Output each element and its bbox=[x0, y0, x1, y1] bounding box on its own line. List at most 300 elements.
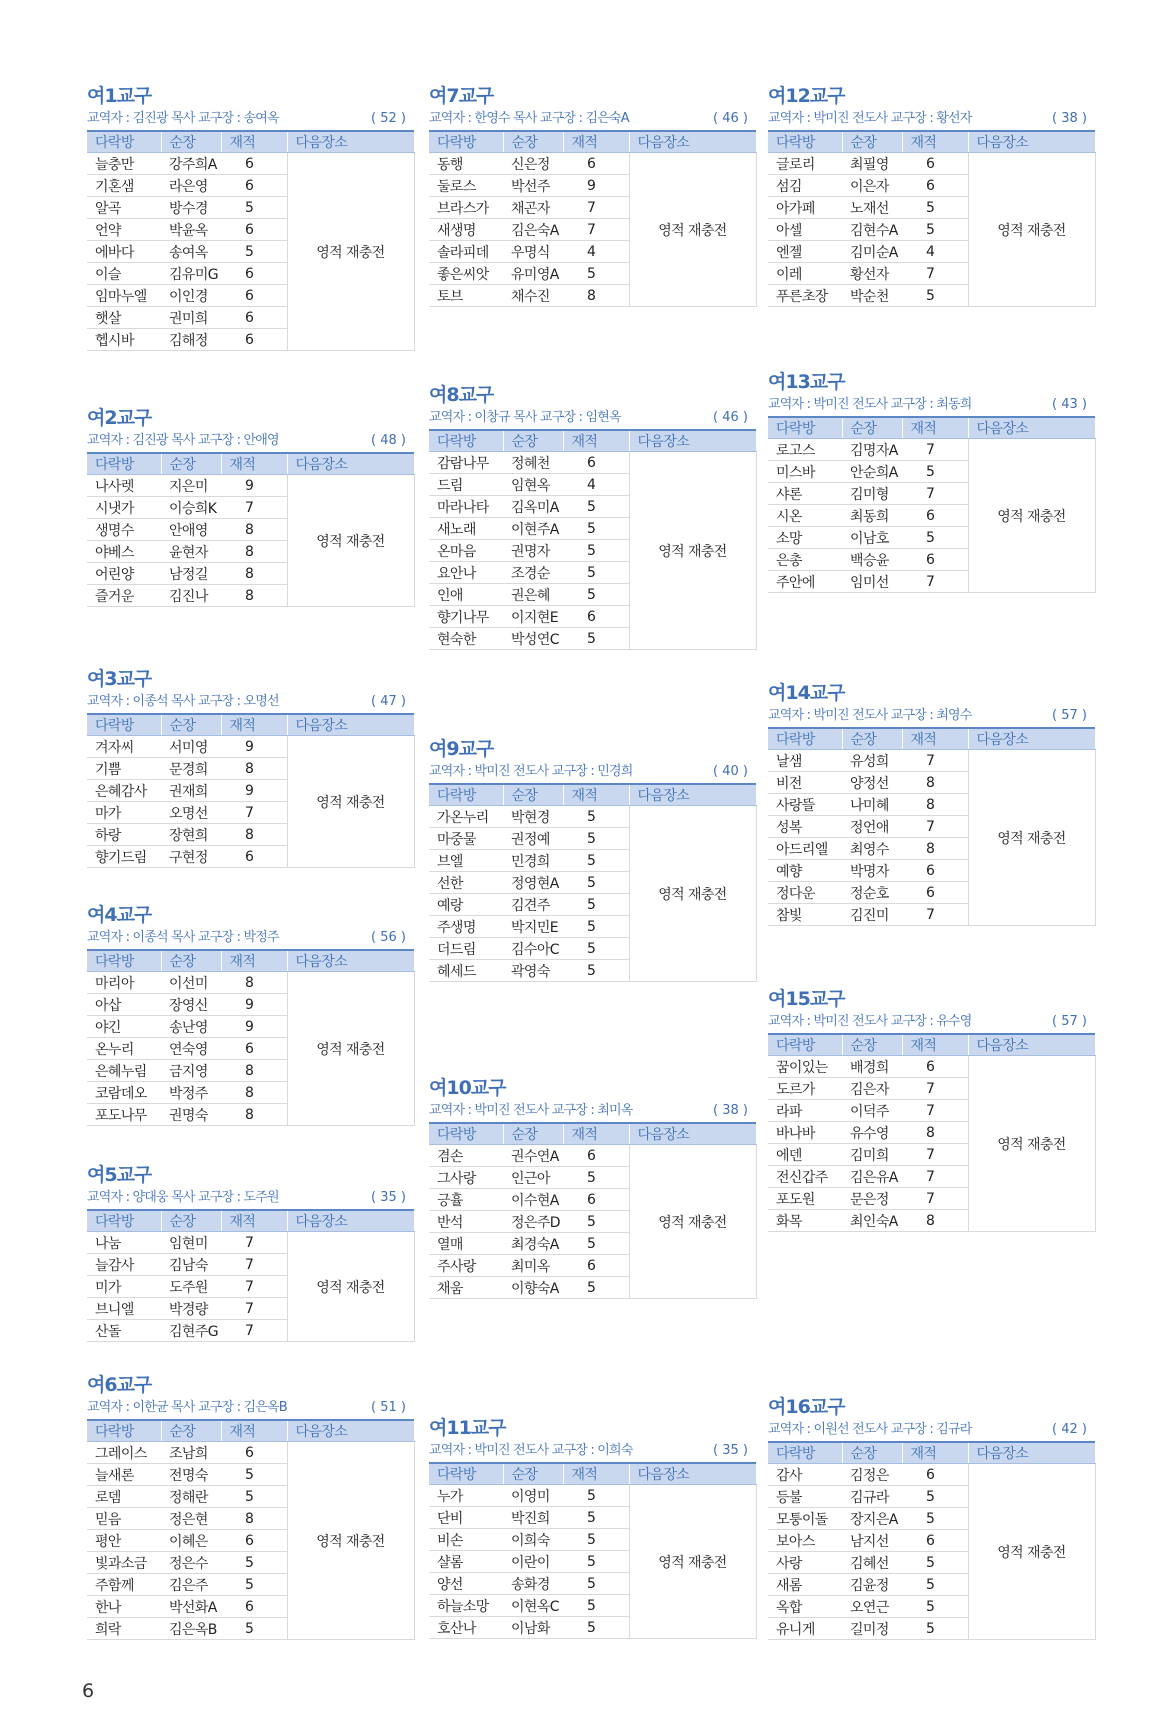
header-cell: 재적 bbox=[902, 131, 968, 153]
cell-count: 5 bbox=[221, 1574, 287, 1596]
cell-room: 솔라피데 bbox=[429, 241, 503, 263]
header-cell: 다락방 bbox=[429, 1463, 503, 1485]
cell-room: 샤론 bbox=[768, 483, 842, 505]
group-title: 여2교구 bbox=[87, 407, 152, 429]
cell-room: 늘감사 bbox=[87, 1254, 161, 1276]
cell-room: 겸손 bbox=[429, 1145, 503, 1167]
cell-leader: 권정예 bbox=[503, 828, 563, 850]
cell-leader: 이현주A bbox=[503, 518, 563, 540]
cell-room: 마리아 bbox=[87, 972, 161, 994]
header-cell: 다락방 bbox=[87, 1210, 161, 1232]
table-header-row bbox=[429, 1463, 756, 1485]
cell-room: 도르가 bbox=[768, 1078, 842, 1100]
cell-count: 7 bbox=[563, 197, 629, 219]
header-cell: 재적 bbox=[902, 728, 968, 750]
cell-leader: 송화경 bbox=[503, 1573, 563, 1595]
cell-count: 6 bbox=[221, 307, 287, 329]
cell-room: 선한 bbox=[429, 872, 503, 894]
cell-count: 8 bbox=[221, 1082, 287, 1104]
cell-count: 5 bbox=[902, 219, 968, 241]
cell-count: 5 bbox=[563, 584, 629, 606]
cell-room: 야베스 bbox=[87, 541, 161, 563]
cell-count: 6 bbox=[221, 1038, 287, 1060]
cell-leader: 이란이 bbox=[503, 1551, 563, 1573]
group-count: ( 43 ) bbox=[1052, 397, 1087, 412]
cell-next-place: 영적 재충전 bbox=[629, 153, 756, 307]
table-header-row bbox=[768, 728, 1095, 750]
group-table bbox=[87, 1419, 415, 1640]
cell-count: 9 bbox=[221, 475, 287, 497]
group-block bbox=[429, 84, 756, 307]
cell-leader: 최필영 bbox=[842, 153, 902, 175]
cell-room: 늘새론 bbox=[87, 1464, 161, 1486]
cell-room: 더드림 bbox=[429, 938, 503, 960]
cell-leader: 정언애 bbox=[842, 816, 902, 838]
table-row bbox=[768, 1464, 1095, 1486]
cell-next-place: 영적 재충전 bbox=[968, 153, 1095, 307]
table-header-row bbox=[87, 1210, 414, 1232]
cell-count: 5 bbox=[563, 1277, 629, 1299]
cell-leader: 김진나 bbox=[161, 585, 221, 607]
header-cell: 다음장소 bbox=[287, 1420, 414, 1442]
header-cell: 재적 bbox=[221, 1420, 287, 1442]
cell-count: 8 bbox=[221, 972, 287, 994]
table-row bbox=[87, 972, 414, 994]
cell-room: 헤세드 bbox=[429, 960, 503, 982]
cell-leader: 신은정 bbox=[503, 153, 563, 175]
cell-count: 5 bbox=[902, 1618, 968, 1640]
cell-leader: 이남화 bbox=[503, 1617, 563, 1639]
cell-count: 9 bbox=[221, 780, 287, 802]
cell-leader: 서미영 bbox=[161, 736, 221, 758]
cell-room: 언약 bbox=[87, 219, 161, 241]
group-subtitle bbox=[87, 927, 414, 949]
cell-count: 7 bbox=[221, 497, 287, 519]
cell-leader: 임현미 bbox=[161, 1232, 221, 1254]
cell-count: 9 bbox=[221, 994, 287, 1016]
cell-room: 브라스가 bbox=[429, 197, 503, 219]
header-cell: 다음장소 bbox=[629, 131, 756, 153]
cell-leader: 임미선 bbox=[842, 571, 902, 593]
cell-room: 햇살 bbox=[87, 307, 161, 329]
cell-count: 5 bbox=[563, 806, 629, 828]
group-table bbox=[87, 1209, 415, 1342]
group-subtitle bbox=[87, 108, 414, 130]
group-count: ( 38 ) bbox=[1052, 111, 1087, 126]
cell-leader: 김남숙 bbox=[161, 1254, 221, 1276]
header-cell: 순장 bbox=[842, 1034, 902, 1056]
cell-room: 요안나 bbox=[429, 562, 503, 584]
cell-count: 5 bbox=[563, 1573, 629, 1595]
header-cell: 다락방 bbox=[768, 417, 842, 439]
cell-count: 7 bbox=[902, 483, 968, 505]
group-count: ( 40 ) bbox=[713, 764, 748, 779]
cell-room: 하늘소망 bbox=[429, 1595, 503, 1617]
cell-count: 7 bbox=[902, 1166, 968, 1188]
cell-leader: 김은숙A bbox=[503, 219, 563, 241]
cell-next-place: 영적 재충전 bbox=[287, 153, 414, 351]
cell-leader: 김수아C bbox=[503, 938, 563, 960]
cell-count: 5 bbox=[563, 1551, 629, 1573]
group-table bbox=[768, 1441, 1096, 1640]
group-staff: 교역자 : 이한균 목사 교구장 : 김은옥B bbox=[87, 1400, 287, 1415]
group-staff: 교역자 : 박미진 전도사 교구장 : 이희숙 bbox=[429, 1443, 633, 1458]
cell-room: 미가 bbox=[87, 1276, 161, 1298]
cell-next-place: 영적 재충전 bbox=[629, 1145, 756, 1299]
header-cell: 다음장소 bbox=[968, 131, 1095, 153]
cell-leader: 김은주 bbox=[161, 1574, 221, 1596]
cell-room: 아드리엘 bbox=[768, 838, 842, 860]
cell-leader: 박현경 bbox=[503, 806, 563, 828]
group-table bbox=[429, 429, 757, 650]
cell-count: 5 bbox=[902, 1574, 968, 1596]
cell-count: 7 bbox=[221, 1254, 287, 1276]
group-table bbox=[429, 1462, 757, 1639]
cell-count: 7 bbox=[221, 1298, 287, 1320]
cell-count: 5 bbox=[563, 894, 629, 916]
header-cell: 재적 bbox=[221, 131, 287, 153]
group-staff: 교역자 : 이원선 전도사 교구장 : 김규라 bbox=[768, 1422, 972, 1437]
cell-count: 5 bbox=[563, 263, 629, 285]
cell-next-place: 영적 재충전 bbox=[287, 736, 414, 868]
table-header-row bbox=[429, 430, 756, 452]
group-block bbox=[87, 1163, 414, 1342]
cell-room: 시냇가 bbox=[87, 497, 161, 519]
cell-count: 8 bbox=[902, 1210, 968, 1232]
cell-room: 샬롬 bbox=[429, 1551, 503, 1573]
cell-leader: 김정은 bbox=[842, 1464, 902, 1486]
cell-leader: 박선주 bbox=[503, 175, 563, 197]
cell-count: 7 bbox=[902, 750, 968, 772]
header-cell: 재적 bbox=[563, 784, 629, 806]
cell-leader: 연숙영 bbox=[161, 1038, 221, 1060]
cell-count: 7 bbox=[563, 219, 629, 241]
cell-room: 양선 bbox=[429, 1573, 503, 1595]
cell-room: 은총 bbox=[768, 549, 842, 571]
group-title: 여15교구 bbox=[768, 988, 845, 1010]
cell-leader: 김미순A bbox=[842, 241, 902, 263]
group-table bbox=[87, 130, 415, 351]
cell-leader: 남지선 bbox=[842, 1530, 902, 1552]
cell-room: 즐거운 bbox=[87, 585, 161, 607]
cell-count: 5 bbox=[563, 518, 629, 540]
group-block bbox=[429, 1076, 756, 1299]
cell-count: 5 bbox=[563, 540, 629, 562]
group-block bbox=[768, 987, 1095, 1232]
cell-room: 새생명 bbox=[429, 219, 503, 241]
table-row bbox=[429, 806, 756, 828]
cell-count: 7 bbox=[902, 439, 968, 461]
header-cell: 다락방 bbox=[87, 950, 161, 972]
cell-room: 인애 bbox=[429, 584, 503, 606]
cell-leader: 전명숙 bbox=[161, 1464, 221, 1486]
cell-count: 5 bbox=[563, 828, 629, 850]
cell-count: 6 bbox=[221, 1530, 287, 1552]
cell-room: 시온 bbox=[768, 505, 842, 527]
group-block bbox=[87, 84, 414, 351]
cell-leader: 라은영 bbox=[161, 175, 221, 197]
cell-count: 5 bbox=[221, 241, 287, 263]
cell-leader: 이영미 bbox=[503, 1485, 563, 1507]
cell-room: 생명수 bbox=[87, 519, 161, 541]
cell-leader: 이희숙 bbox=[503, 1529, 563, 1551]
cell-room: 옥합 bbox=[768, 1596, 842, 1618]
cell-room: 드림 bbox=[429, 474, 503, 496]
cell-room: 은혜감사 bbox=[87, 780, 161, 802]
header-cell: 재적 bbox=[563, 1463, 629, 1485]
cell-leader: 노재선 bbox=[842, 197, 902, 219]
header-cell: 재적 bbox=[221, 950, 287, 972]
cell-leader: 정혜천 bbox=[503, 452, 563, 474]
group-subtitle bbox=[768, 108, 1095, 130]
header-cell: 순장 bbox=[842, 1442, 902, 1464]
cell-next-place: 영적 재충전 bbox=[968, 750, 1095, 926]
group-block bbox=[768, 681, 1095, 926]
cell-count: 5 bbox=[563, 1485, 629, 1507]
group-staff: 교역자 : 박미진 전도사 교구장 : 최영수 bbox=[768, 708, 972, 723]
cell-count: 8 bbox=[221, 758, 287, 780]
cell-leader: 박명자 bbox=[842, 860, 902, 882]
group-subtitle bbox=[429, 761, 756, 783]
group-title: 여10교구 bbox=[429, 1077, 506, 1099]
cell-leader: 박경량 bbox=[161, 1298, 221, 1320]
cell-count: 6 bbox=[221, 153, 287, 175]
cell-leader: 지은미 bbox=[161, 475, 221, 497]
cell-count: 6 bbox=[221, 263, 287, 285]
header-cell: 다락방 bbox=[429, 430, 503, 452]
header-cell: 순장 bbox=[503, 1463, 563, 1485]
header-cell: 재적 bbox=[221, 1210, 287, 1232]
cell-room: 마중물 bbox=[429, 828, 503, 850]
cell-count: 6 bbox=[221, 329, 287, 351]
group-title: 여7교구 bbox=[429, 85, 494, 107]
cell-room: 임마누엘 bbox=[87, 285, 161, 307]
cell-room: 글로리 bbox=[768, 153, 842, 175]
header-cell: 다락방 bbox=[768, 1442, 842, 1464]
cell-leader: 양정선 bbox=[842, 772, 902, 794]
group-block bbox=[768, 1395, 1095, 1640]
cell-leader: 김현수A bbox=[842, 219, 902, 241]
cell-count: 6 bbox=[221, 175, 287, 197]
group-block bbox=[768, 84, 1095, 307]
cell-leader: 이승희K bbox=[161, 497, 221, 519]
group-title: 여16교구 bbox=[768, 1396, 845, 1418]
group-title: 여5교구 bbox=[87, 1164, 152, 1186]
cell-room: 이레 bbox=[768, 263, 842, 285]
cell-leader: 장지은A bbox=[842, 1508, 902, 1530]
cell-leader: 인근아 bbox=[503, 1167, 563, 1189]
cell-room: 주사랑 bbox=[429, 1255, 503, 1277]
group-subtitle bbox=[768, 705, 1095, 727]
cell-leader: 정은수 bbox=[161, 1552, 221, 1574]
cell-count: 5 bbox=[902, 1552, 968, 1574]
group-title: 여8교구 bbox=[429, 384, 494, 406]
cell-room: 기혼샘 bbox=[87, 175, 161, 197]
cell-count: 6 bbox=[902, 1530, 968, 1552]
group-staff: 교역자 : 박미진 전도사 교구장 : 유수영 bbox=[768, 1014, 972, 1029]
cell-leader: 강주희A bbox=[161, 153, 221, 175]
header-cell: 순장 bbox=[503, 430, 563, 452]
cell-count: 4 bbox=[563, 241, 629, 263]
cell-count: 5 bbox=[902, 1508, 968, 1530]
cell-room: 유니게 bbox=[768, 1618, 842, 1640]
header-cell: 순장 bbox=[842, 417, 902, 439]
cell-leader: 박성연C bbox=[503, 628, 563, 650]
cell-count: 8 bbox=[902, 838, 968, 860]
header-cell: 순장 bbox=[161, 714, 221, 736]
group-table bbox=[87, 949, 415, 1126]
group-staff: 교역자 : 이창규 목사 교구장 : 임현옥 bbox=[429, 410, 621, 425]
cell-next-place: 영적 재충전 bbox=[968, 1464, 1095, 1640]
header-cell: 다음장소 bbox=[287, 131, 414, 153]
cell-leader: 오연근 bbox=[842, 1596, 902, 1618]
group-count: ( 47 ) bbox=[371, 694, 406, 709]
group-count: ( 35 ) bbox=[713, 1443, 748, 1458]
cell-room: 꿈이있는 bbox=[768, 1056, 842, 1078]
cell-room: 그레이스 bbox=[87, 1442, 161, 1464]
cell-count: 4 bbox=[563, 474, 629, 496]
cell-leader: 김유미G bbox=[161, 263, 221, 285]
group-subtitle bbox=[768, 1011, 1095, 1033]
cell-count: 5 bbox=[563, 938, 629, 960]
group-table bbox=[87, 713, 415, 868]
cell-count: 5 bbox=[563, 562, 629, 584]
group-title: 여4교구 bbox=[87, 904, 152, 926]
cell-leader: 정순호 bbox=[842, 882, 902, 904]
group-block bbox=[87, 903, 414, 1126]
cell-room: 바나바 bbox=[768, 1122, 842, 1144]
cell-leader: 문은정 bbox=[842, 1188, 902, 1210]
cell-room: 향기드림 bbox=[87, 846, 161, 868]
cell-count: 7 bbox=[221, 1232, 287, 1254]
cell-room: 겨자씨 bbox=[87, 736, 161, 758]
cell-room: 호산나 bbox=[429, 1617, 503, 1639]
cell-room: 새롬 bbox=[768, 1574, 842, 1596]
cell-leader: 최경숙A bbox=[503, 1233, 563, 1255]
cell-room: 어린양 bbox=[87, 563, 161, 585]
cell-count: 8 bbox=[221, 541, 287, 563]
table-header-row bbox=[87, 1420, 414, 1442]
cell-room: 로고스 bbox=[768, 439, 842, 461]
cell-room: 정다운 bbox=[768, 882, 842, 904]
group-staff: 교역자 : 김진광 목사 교구장 : 송여옥 bbox=[87, 111, 279, 126]
cell-room: 향기나무 bbox=[429, 606, 503, 628]
cell-room: 사랑뜰 bbox=[768, 794, 842, 816]
cell-count: 6 bbox=[902, 153, 968, 175]
cell-leader: 백승윤 bbox=[842, 549, 902, 571]
cell-leader: 이혜은 bbox=[161, 1530, 221, 1552]
cell-count: 6 bbox=[563, 606, 629, 628]
cell-count: 5 bbox=[563, 916, 629, 938]
cell-count: 5 bbox=[902, 1596, 968, 1618]
cell-room: 가온누리 bbox=[429, 806, 503, 828]
cell-count: 6 bbox=[902, 549, 968, 571]
cell-leader: 이덕주 bbox=[842, 1100, 902, 1122]
header-cell: 다락방 bbox=[87, 714, 161, 736]
table-header-row bbox=[768, 417, 1095, 439]
cell-count: 6 bbox=[902, 860, 968, 882]
cell-room: 비전 bbox=[768, 772, 842, 794]
header-cell: 다음장소 bbox=[287, 453, 414, 475]
group-count: ( 52 ) bbox=[371, 111, 406, 126]
header-cell: 순장 bbox=[842, 728, 902, 750]
group-subtitle bbox=[429, 1440, 756, 1462]
cell-room: 등불 bbox=[768, 1486, 842, 1508]
header-cell: 다음장소 bbox=[968, 728, 1095, 750]
cell-leader: 김은자 bbox=[842, 1078, 902, 1100]
header-cell: 다락방 bbox=[768, 728, 842, 750]
cell-count: 5 bbox=[902, 527, 968, 549]
table-header-row bbox=[768, 1442, 1095, 1464]
header-cell: 다음장소 bbox=[629, 1123, 756, 1145]
cell-room: 소망 bbox=[768, 527, 842, 549]
header-cell: 다음장소 bbox=[629, 1463, 756, 1485]
cell-leader: 정영현A bbox=[503, 872, 563, 894]
group-staff: 교역자 : 이종석 목사 교구장 : 오명선 bbox=[87, 694, 279, 709]
cell-next-place: 영적 재충전 bbox=[968, 1056, 1095, 1232]
cell-room: 비손 bbox=[429, 1529, 503, 1551]
group-block bbox=[429, 1416, 756, 1639]
table-row bbox=[429, 153, 756, 175]
cell-room: 은혜누림 bbox=[87, 1060, 161, 1082]
group-table bbox=[768, 130, 1096, 307]
header-cell: 순장 bbox=[161, 131, 221, 153]
group-count: ( 46 ) bbox=[713, 111, 748, 126]
cell-room: 하랑 bbox=[87, 824, 161, 846]
cell-leader: 권수연A bbox=[503, 1145, 563, 1167]
cell-leader: 박윤옥 bbox=[161, 219, 221, 241]
cell-leader: 장현희 bbox=[161, 824, 221, 846]
group-staff: 교역자 : 양대웅 목사 교구장 : 도주원 bbox=[87, 1190, 279, 1205]
group-subtitle bbox=[87, 430, 414, 452]
header-cell: 재적 bbox=[221, 714, 287, 736]
header-cell: 다음장소 bbox=[287, 1210, 414, 1232]
header-cell: 다음장소 bbox=[629, 784, 756, 806]
cell-count: 8 bbox=[902, 794, 968, 816]
cell-count: 7 bbox=[902, 1078, 968, 1100]
cell-room: 알곡 bbox=[87, 197, 161, 219]
cell-room: 누가 bbox=[429, 1485, 503, 1507]
cell-count: 5 bbox=[563, 1233, 629, 1255]
group-count: ( 38 ) bbox=[713, 1103, 748, 1118]
cell-room: 빛과소금 bbox=[87, 1552, 161, 1574]
cell-leader: 이남호 bbox=[842, 527, 902, 549]
table-row bbox=[87, 736, 414, 758]
cell-room: 마라나타 bbox=[429, 496, 503, 518]
group-block bbox=[429, 737, 756, 982]
group-subtitle bbox=[87, 691, 414, 713]
cell-count: 7 bbox=[221, 1276, 287, 1298]
cell-leader: 김옥미A bbox=[503, 496, 563, 518]
group-staff: 교역자 : 이종석 목사 교구장 : 박정주 bbox=[87, 930, 279, 945]
cell-leader: 권재희 bbox=[161, 780, 221, 802]
cell-room: 아가페 bbox=[768, 197, 842, 219]
cell-leader: 민경희 bbox=[503, 850, 563, 872]
cell-count: 7 bbox=[902, 816, 968, 838]
cell-count: 6 bbox=[902, 882, 968, 904]
cell-leader: 김해정 bbox=[161, 329, 221, 351]
cell-count: 9 bbox=[221, 736, 287, 758]
group-table bbox=[768, 1033, 1096, 1232]
cell-room: 성복 bbox=[768, 816, 842, 838]
cell-leader: 이향숙A bbox=[503, 1277, 563, 1299]
cell-count: 5 bbox=[563, 496, 629, 518]
group-subtitle bbox=[87, 1397, 414, 1419]
cell-leader: 장영신 bbox=[161, 994, 221, 1016]
cell-room: 감사 bbox=[768, 1464, 842, 1486]
cell-count: 7 bbox=[902, 263, 968, 285]
group-block bbox=[87, 667, 414, 868]
